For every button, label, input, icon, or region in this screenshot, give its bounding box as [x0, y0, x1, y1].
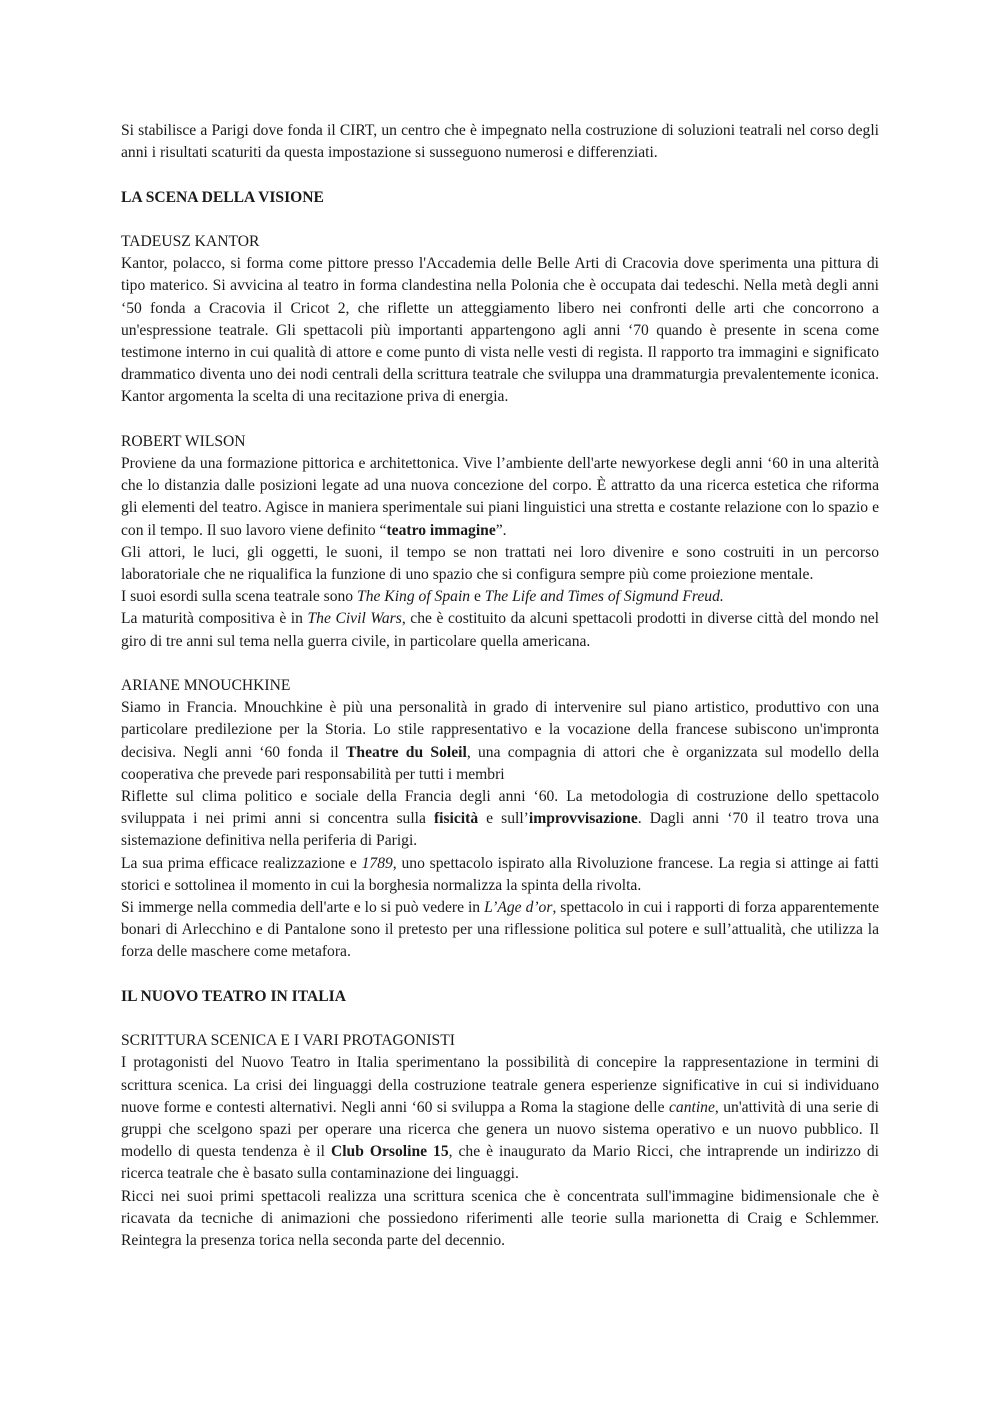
title-king-of-spain: The King of Spain	[357, 588, 471, 606]
kantor-paragraph: Kantor, polacco, si forma come pittore presso l'Accademia delle Belle Arti di Cracovia dove sperimenta una pittura di tipo materico. Si avvicina al teatro in forma clandestina nella Polonia che è occupata dai tedeschi. Nella metà degli anni ‘50 fonda a Cracovia il Cricot 2, che riflette un atteggiamento libero nei confronti delle arti che concorrono a un'espressione teatrale. Gli spettacoli più importanti appartengono agli anni ‘70 quando è presente in scena come testimone interno in cui qualità di attore e come punto di vista nelle vesti di regista. Il rapporto tra immagini e significato drammatico diventa uno dei nodi centrali della scrittura teatrale che sviluppa una drammaturgia prevalentemente iconica. Kantor argomenta la scelta di una recitazione priva di energia.	[121, 255, 879, 406]
subheading-wilson: ROBERT WILSON	[121, 432, 246, 450]
wilson-paragraph-4: La maturità compositiva è in The Civil Wars, che è costituito da alcuni spettacoli prodotti in diverse città del mondo nel giro di tre anni sul tema nella guerra civile, in particolare quella americana.	[121, 610, 879, 650]
section-heading-nuovo-teatro: IL NUOVO TEATRO IN ITALIA	[121, 987, 346, 1005]
mnouchkine-paragraph-3: La sua prima efficace realizzazione e 1789, uno spettacolo ispirato alla Rivoluzione francese. La regia si attinge ai fatti storici e sottolinea il momento in cui la borghesia normalizza la spinta della rivolta.	[121, 854, 879, 894]
scrittura-paragraph-2: Ricci nei suoi primi spettacoli realizza una scrittura scenica che è concentrata sull'immagine bidimensionale che è ricavata da tecniche di animazioni che possiedono riferimenti alle teorie sulla marionetta di Craig e Schlemmer. Reintegra la presenza torica nella seconda parte del decennio.	[121, 1187, 879, 1250]
spacer	[121, 409, 879, 431]
subheading-mnouchkine: ARIANE MNOUCHKINE	[121, 677, 291, 695]
spacer	[121, 1008, 879, 1030]
subheading-scrittura-scenica: SCRITTURA SCENICA E I VARI PROTAGONISTI	[121, 1032, 455, 1050]
wilson-paragraph-3: I suoi esordi sulla scena teatrale sono The King of Spain e The Life and Times of Sigmund Freud.	[121, 588, 724, 606]
bold-teatro-immagine: teatro immagine	[386, 521, 496, 539]
title-age-dor: L’Age d’or	[484, 899, 553, 917]
bold-improvvisazione: improvvisazione	[528, 810, 638, 828]
spacer	[121, 653, 879, 675]
spacer	[121, 209, 879, 231]
spacer	[121, 164, 879, 186]
document-page	[121, 120, 879, 1252]
bold-fisicita: fisicità	[433, 810, 479, 828]
subheading-kantor: TADEUSZ KANTOR	[121, 232, 260, 250]
title-civil-wars: The Civil Wars	[307, 610, 402, 628]
mnouchkine-paragraph-1: Siamo in Francia. Mnouchkine è più una personalità in grado di intervenire sul piano artistico, produttivo con una particolare predilezione per la Storia. Lo stile rappresentativo e la vocazione della francese subiscono un'impronta decisiva. Negli anni ‘60 fonda il Theatre du Soleil, una compagnia di attori che è organizzata sul modello della cooperativa che prevede pari responsabilità per tutti i membri	[121, 699, 880, 783]
title-1789: 1789	[361, 854, 393, 872]
title-life-and-times: The Life and Times of Sigmund Freud.	[484, 588, 724, 606]
bold-theatre-du-soleil: Theatre du Soleil	[346, 743, 467, 761]
mnouchkine-paragraph-4: Si immerge nella commedia dell'arte e lo si può vedere in L’Age d’or, spettacolo in cui i rapporti di forza apparentemente bonari di Arlecchino e di Pantalone sono il pretesto per una riflessione politica sul potere e sull’attualità, che utilizza la forza delle maschere come metafora.	[121, 899, 879, 961]
intro-paragraph: Si stabilisce a Parigi dove fonda il CIRT, un centro che è impegnato nella costruzione di soluzioni teatrali nel corso degli anni i risultati scaturiti da questa impostazione si susseguono numerosi e differenziati.	[121, 122, 879, 162]
wilson-paragraph-2: Gli attori, le luci, gli oggetti, le suoni, il tempo se non trattati nei loro divenire e sono costruiti in un percorso laboratoriale che ne riqualifica la funzione di uno spazio che si configura sempre più come proiezione mentale.	[121, 543, 879, 584]
section-heading-visione: LA SCENA DELLA VISIONE	[121, 188, 324, 206]
bold-club-orsoline: Club Orsoline 15	[330, 1143, 449, 1161]
term-cantine: cantine	[668, 1098, 715, 1116]
mnouchkine-paragraph-2: Riflette sul clima politico e sociale della Francia degli anni ‘60. La metodologia di costruzione dello spettacolo sviluppata i nei primi anni si concentra sulla fisicità e sull’improvvisazione. Dagli anni ‘70 il teatro trova una sistemazione definitiva nella periferia di Parigi.	[121, 788, 879, 850]
scrittura-paragraph-1: I protagonisti del Nuovo Teatro in Italia sperimentano la possibilità di concepire la rappresentazione in termini di scrittura scenica. La crisi dei linguaggi della costruzione teatrale genera esperienze significative in cui si individuano nuove forme e contesti alternativi. Negli anni ‘60 si sviluppa a Roma la stagione delle cantine, un'attività di una serie di gruppi che scelgono spazi per operare una ricerca che genera un nuovo sistema operativo e un nuovo pubblico. Il modello di questa tendenza è il Club Orsoline 15, che è inaugurato da Mario Ricci, che intraprende un indirizzo di ricerca teatrale che è basato sulla contaminazione dei linguaggi.	[121, 1054, 879, 1183]
wilson-paragraph-1: Proviene da una formazione pittorica e architettonica. Vive l’ambiente dell'arte newyorkese degli anni ‘60 in una alterità che lo distanzia dalle posizioni legate ad una nuova concezione del corpo. È attratto da una ricerca estetica che riforma gli elementi del teatro. Agisce in maniera sperimentale sui piani linguistici una stretta e costante relazione con lo spazio e con il tempo. Il suo lavoro viene definito “teatro immagine”.	[121, 455, 879, 539]
spacer	[121, 964, 879, 986]
